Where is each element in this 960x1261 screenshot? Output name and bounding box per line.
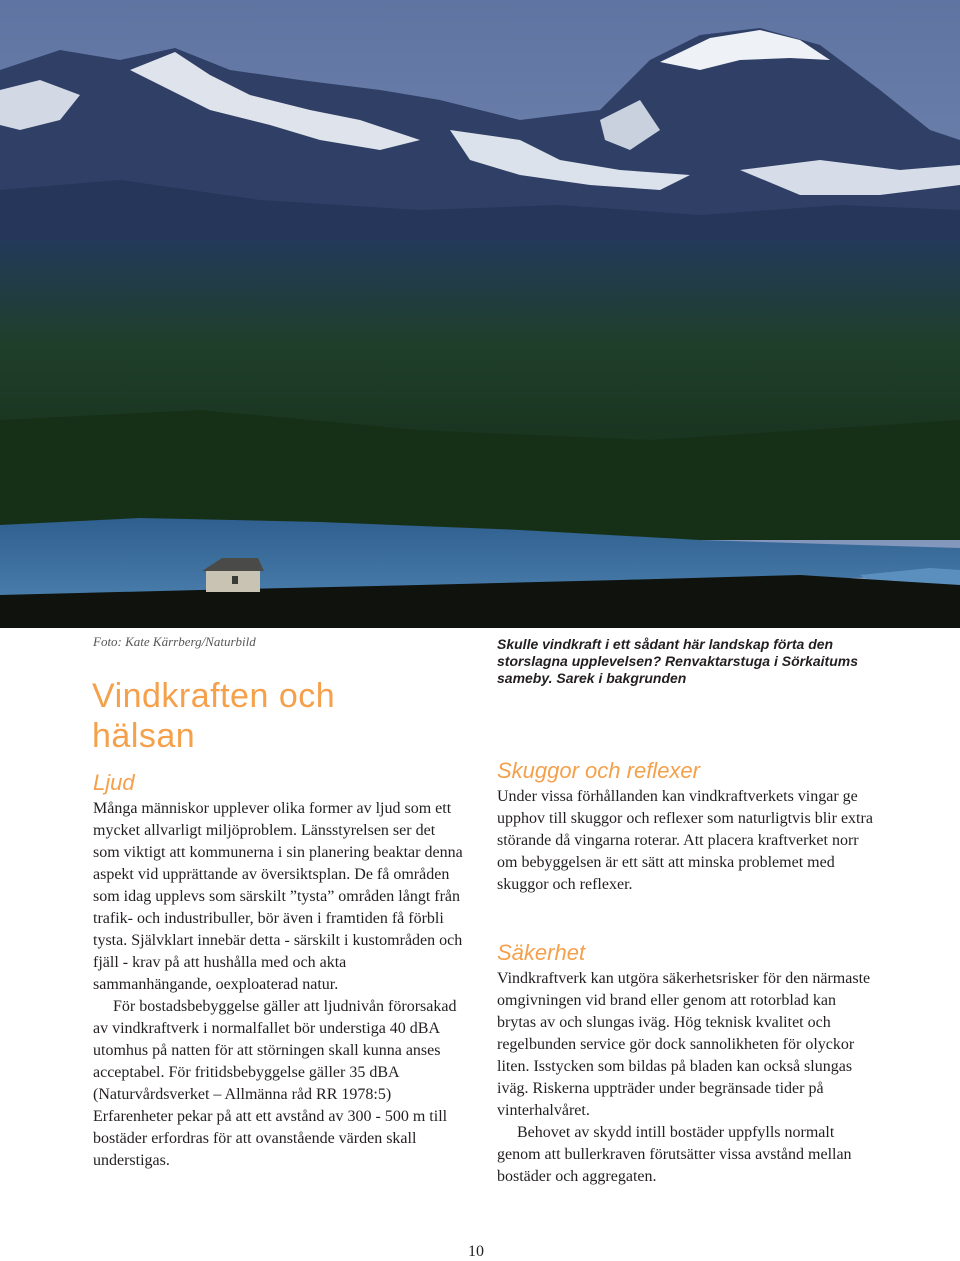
heading-ljud: Ljud (93, 770, 135, 795)
sakerhet-paragraph-1: Vindkraftverk kan utgöra säkerhetsrisker för den närmaste omgivningen vid brand eller genom att rotorblad kan brytas av och slungas iväg. Hög teknisk kvalitet och regelbunden service gör dock sannolikheten för olyckor liten. Isstycken som bildas på bladen kan också slungas iväg. Riskerna uppträder under begränsade tider på vinterhalvåret. (497, 970, 871, 1119)
skuggor-paragraph-1: Under vissa förhållanden kan vindkraftverkets vingar ge upphov till skuggor och reflexer som naturligtvis blir extra störande då vingarna roterar. Att placera kraftverket norr om bebyggelsen är ett sätt att minska problemet med skuggor och reflexer. (497, 788, 873, 893)
page-number: 10 (468, 1243, 484, 1260)
title-line-1: Vindkraften och (92, 677, 336, 715)
page-title (92, 676, 472, 756)
photo-credit: Foto: Kate Kärrberg/Naturbild (93, 634, 256, 649)
heading-skuggor: Skuggor och reflexer (497, 758, 700, 783)
ljud-paragraph-2: För bostadsbebyggelse gäller att ljudnivån förorsakad av vindkraftverk i normalfallet bör understiga 40 dBA utomhus på natten för att störningen skall kunna anses acceptabel. För fritidsbebyggelse gäller 35 dBA (Naturvårdsverket – Allmänna råd RR 1978:5) Erfarenheter pekar på att ett avstånd av 300 - 500 m till bostäder erfordras för att ovanstående värden skall understigas. (93, 998, 457, 1169)
title-line-2: hälsan (92, 717, 196, 755)
photo-caption: Skulle vindkraft i ett sådant här landskap förta den storslagna upplevelsen? Renvaktarstuga i Sörkaitums sameby. Sarek i bakgrunden (497, 636, 859, 686)
ljud-column (93, 798, 465, 1172)
ljud-paragraph-1: Många människor upplever olika former av ljud som ett mycket allvarligt miljöproblem. Länsstyrelsen ser det som viktigt att kommunerna i sin planering beaktar denna aspekt vid upprättande av översiktsplan. De få områden som idag upplevs som särskilt ”tysta” områden långt från trafik- och industribuller, bör även i framtiden få förbli tysta. Självklart innebär detta - särskilt i kustområden och fjäll - krav på att hushålla med och akta sammanhängande, oexploaterad natur. (93, 800, 463, 993)
sakerhet-column (497, 968, 877, 1188)
heading-sakerhet: Säkerhet (497, 940, 586, 965)
sakerhet-paragraph-2: Behovet av skydd intill bostäder uppfylls normalt genom att bullerkraven förutsätter vissa avstånd mellan bostäder och aggregaten. (497, 1124, 852, 1185)
landscape-photo (0, 0, 960, 628)
skuggor-column (497, 786, 877, 896)
